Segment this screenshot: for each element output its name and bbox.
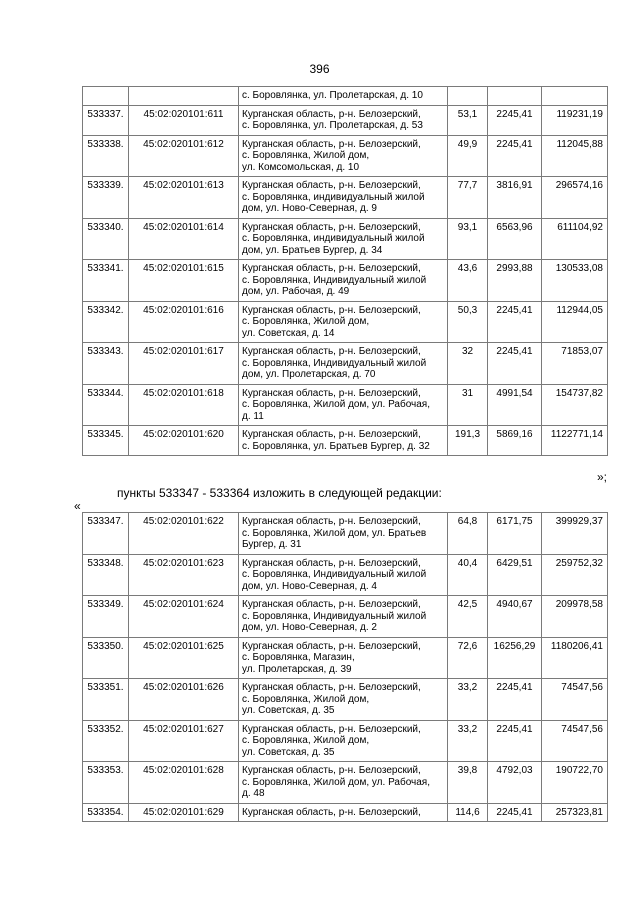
- property-table-1: [82, 86, 608, 456]
- cadastral-value-cell: 611104,92: [542, 218, 608, 260]
- item-number-cell: 533344.: [83, 384, 129, 426]
- area-cell: 40,4: [448, 554, 488, 596]
- cadastral-value-cell: 74547,56: [542, 679, 608, 721]
- area-cell: 39,8: [448, 762, 488, 804]
- address-line: с. Боровлянка, Жилой дом,: [242, 150, 370, 161]
- area-cell: 32: [448, 343, 488, 385]
- cadastral-number-cell: [129, 87, 239, 106]
- area-cell: 49,9: [448, 135, 488, 177]
- unit-price-cell: [488, 87, 542, 106]
- table-row: [83, 343, 608, 385]
- address-cell: [239, 596, 448, 638]
- cadastral-value-cell: 74547,56: [542, 720, 608, 762]
- area-cell: 43,6: [448, 260, 488, 302]
- table-row: [83, 177, 608, 219]
- item-number-cell: 533350.: [83, 637, 129, 679]
- area-cell: 33,2: [448, 720, 488, 762]
- table-row: [83, 105, 608, 135]
- item-number-cell: 533347.: [83, 513, 129, 555]
- address-line: ул. Советская, д. 35: [242, 746, 335, 758]
- unit-price-cell: 2245,41: [488, 720, 542, 762]
- address-cell: [239, 679, 448, 721]
- opening-quote: «: [74, 499, 81, 513]
- address-cell: [239, 384, 448, 426]
- address-line: Курганская область, р-н. Белозерский,: [242, 429, 421, 440]
- unit-price-cell: 2245,41: [488, 301, 542, 343]
- item-number-cell: 533351.: [83, 679, 129, 721]
- cadastral-value-cell: 1180206,41: [542, 637, 608, 679]
- table-row: [83, 135, 608, 177]
- address-line: с. Боровлянка, Жилой дом, ул. Рабочая,: [242, 776, 430, 788]
- cadastral-number-cell: 45:02:020101:614: [129, 218, 239, 260]
- unit-price-cell: 2245,41: [488, 343, 542, 385]
- address-cell: [239, 177, 448, 219]
- table-row: [83, 679, 608, 721]
- cadastral-number-cell: 45:02:020101:627: [129, 720, 239, 762]
- table-row: [83, 260, 608, 302]
- address-line: с. Боровлянка, индивидуальный жилой: [242, 191, 425, 203]
- unit-price-cell: 6171,75: [488, 513, 542, 555]
- cadastral-number-cell: 45:02:020101:617: [129, 343, 239, 385]
- item-number-cell: 533339.: [83, 177, 129, 219]
- item-number-cell: 533349.: [83, 596, 129, 638]
- unit-price-cell: 4940,67: [488, 596, 542, 638]
- item-number-cell: 533342.: [83, 301, 129, 343]
- cadastral-value-cell: 399929,37: [542, 513, 608, 555]
- table-row: [83, 637, 608, 679]
- item-number-cell: 533352.: [83, 720, 129, 762]
- area-cell: 77,7: [448, 177, 488, 219]
- address-cell: [239, 720, 448, 762]
- address-line: Курганская область, р-н. Белозерский,: [242, 723, 421, 735]
- area-cell: 53,1: [448, 105, 488, 135]
- address-line: с. Боровлянка, ул. Пролетарская, д. 53: [242, 120, 423, 131]
- table-row: [83, 803, 608, 822]
- cadastral-value-cell: 257323,81: [542, 803, 608, 822]
- item-number-cell: 533353.: [83, 762, 129, 804]
- unit-price-cell: 4792,03: [488, 762, 542, 804]
- address-cell: [239, 637, 448, 679]
- address-line: дом, ул. Ново-Северная, д. 9: [242, 203, 377, 214]
- area-cell: 72,6: [448, 637, 488, 679]
- address-line: с. Боровлянка, Индивидуальный жилой: [242, 274, 427, 286]
- address-line: Курганская область, р-н. Белозерский,: [242, 221, 421, 233]
- unit-price-cell: 5869,16: [488, 426, 542, 456]
- cadastral-value-cell: 296574,16: [542, 177, 608, 219]
- item-number-cell: [83, 87, 129, 106]
- address-line: с. Боровлянка, Жилой дом, ул. Рабочая,: [242, 399, 430, 410]
- table-row: [83, 426, 608, 456]
- cadastral-number-cell: 45:02:020101:612: [129, 135, 239, 177]
- address-line: Курганская область, р-н. Белозерский,: [242, 346, 421, 357]
- cadastral-number-cell: 45:02:020101:628: [129, 762, 239, 804]
- cadastral-value-cell: 71853,07: [542, 343, 608, 385]
- unit-price-cell: 2245,41: [488, 679, 542, 721]
- table-row: [83, 720, 608, 762]
- area-cell: 191,3: [448, 426, 488, 456]
- address-line: ул. Пролетарская, д. 39: [242, 663, 352, 675]
- address-line: Бургер, д. 31: [242, 539, 302, 550]
- address-line: Курганская область, р-н. Белозерский,: [242, 640, 421, 652]
- unit-price-cell: 16256,29: [488, 637, 542, 679]
- address-line: дом, ул. Ново-Северная, д. 2: [242, 622, 377, 633]
- address-cell: [239, 105, 448, 135]
- area-cell: 93,1: [448, 218, 488, 260]
- address-line: д. 11: [242, 410, 264, 422]
- address-line: Курганская область, р-н. Белозерский,: [242, 765, 421, 776]
- address-line: с. Боровлянка, Индивидуальный жилой: [242, 610, 427, 622]
- address-line: Курганская область, р-н. Белозерский,: [242, 108, 421, 120]
- area-cell: 114,6: [448, 803, 488, 822]
- item-number-cell: 533337.: [83, 105, 129, 135]
- page-number: 396: [309, 62, 330, 76]
- address-line: ул. Советская, д. 14: [242, 327, 335, 339]
- cadastral-value-cell: [542, 87, 608, 106]
- item-number-cell: 533338.: [83, 135, 129, 177]
- address-cell: [239, 301, 448, 343]
- item-number-cell: 533354.: [83, 803, 129, 822]
- table-row: [83, 554, 608, 596]
- cadastral-value-cell: 112944,05: [542, 301, 608, 343]
- item-number-cell: 533340.: [83, 218, 129, 260]
- address-line: ул. Комсомольская, д. 10: [242, 161, 360, 173]
- address-line: д. 48: [242, 788, 265, 799]
- unit-price-cell: 3816,91: [488, 177, 542, 219]
- item-number-cell: 533348.: [83, 554, 129, 596]
- address-line: Курганская область, р-н. Белозерский,: [242, 557, 421, 569]
- address-line: ул. Советская, д. 35: [242, 705, 335, 716]
- area-cell: 31: [448, 384, 488, 426]
- address-line: Курганская область, р-н. Белозерский,: [242, 806, 421, 818]
- item-number-cell: 533341.: [83, 260, 129, 302]
- area-cell: 64,8: [448, 513, 488, 555]
- address-cell: [239, 426, 448, 456]
- address-line: Курганская область, р-н. Белозерский,: [242, 599, 421, 610]
- address-line: с. Боровлянка, ул. Братьев Бургер, д. 32: [242, 440, 430, 452]
- address-cell: [239, 87, 448, 106]
- cadastral-value-cell: 154737,82: [542, 384, 608, 426]
- cadastral-number-cell: 45:02:020101:626: [129, 679, 239, 721]
- item-number-cell: 533345.: [83, 426, 129, 456]
- address-line: Курганская область, р-н. Белозерский,: [242, 263, 421, 274]
- address-line: с. Боровлянка, Жилой дом, ул. Братьев: [242, 527, 427, 539]
- cadastral-number-cell: 45:02:020101:623: [129, 554, 239, 596]
- table-row: [83, 513, 608, 555]
- address-line: Курганская область, р-н. Белозерский,: [242, 180, 421, 191]
- table-2-body: [83, 513, 608, 822]
- unit-price-cell: 2245,41: [488, 105, 542, 135]
- address-line: Курганская область, р-н. Белозерский,: [242, 516, 421, 527]
- address-cell: [239, 762, 448, 804]
- cadastral-number-cell: 45:02:020101:616: [129, 301, 239, 343]
- address-line: с. Боровлянка, Жилой дом,: [242, 735, 370, 746]
- address-line: с. Боровлянка, ул. Пролетарская, д. 10: [242, 90, 423, 101]
- cadastral-value-cell: 209978,58: [542, 596, 608, 638]
- area-cell: 50,3: [448, 301, 488, 343]
- unit-price-cell: 2993,88: [488, 260, 542, 302]
- address-cell: [239, 554, 448, 596]
- address-line: с. Боровлянка, индивидуальный жилой: [242, 233, 425, 244]
- address-line: Курганская область, р-н. Белозерский,: [242, 387, 421, 399]
- table-1-body: [83, 87, 608, 456]
- address-cell: [239, 343, 448, 385]
- address-line: с. Боровлянка, Магазин,: [242, 652, 355, 663]
- table-row: [83, 218, 608, 260]
- address-cell: [239, 135, 448, 177]
- address-cell: [239, 260, 448, 302]
- address-line: с. Боровлянка, Индивидуальный жилой: [242, 569, 427, 580]
- address-line: Курганская область, р-н. Белозерский,: [242, 304, 421, 316]
- address-line: с. Боровлянка, Жилой дом,: [242, 316, 370, 327]
- cadastral-number-cell: 45:02:020101:618: [129, 384, 239, 426]
- cadastral-number-cell: 45:02:020101:625: [129, 637, 239, 679]
- address-line: дом, ул. Братьев Бургер, д. 34: [242, 244, 383, 256]
- cadastral-value-cell: 259752,32: [542, 554, 608, 596]
- cadastral-number-cell: 45:02:020101:613: [129, 177, 239, 219]
- cadastral-value-cell: 112045,88: [542, 135, 608, 177]
- area-cell: 33,2: [448, 679, 488, 721]
- address-cell: [239, 513, 448, 555]
- address-line: Курганская область, р-н. Белозерский,: [242, 682, 421, 693]
- area-cell: [448, 87, 488, 106]
- unit-price-cell: 6563,96: [488, 218, 542, 260]
- property-table-2: [82, 512, 608, 822]
- cadastral-value-cell: 130533,08: [542, 260, 608, 302]
- address-line: с. Боровлянка, Жилой дом,: [242, 693, 370, 705]
- address-cell: [239, 803, 448, 822]
- closing-quote: »;: [597, 470, 608, 484]
- amendment-instruction: пункты 533347 - 533364 изложить в следующей редакции:: [117, 486, 442, 500]
- unit-price-cell: 6429,51: [488, 554, 542, 596]
- cadastral-number-cell: 45:02:020101:624: [129, 596, 239, 638]
- address-line: дом, ул. Пролетарская, д. 70: [242, 369, 376, 380]
- address-line: дом, ул. Ново-Северная, д. 4: [242, 580, 377, 592]
- unit-price-cell: 2245,41: [488, 135, 542, 177]
- cadastral-number-cell: 45:02:020101:622: [129, 513, 239, 555]
- cadastral-number-cell: 45:02:020101:611: [129, 105, 239, 135]
- address-line: дом, ул. Рабочая, д. 49: [242, 286, 350, 297]
- unit-price-cell: 4991,54: [488, 384, 542, 426]
- table-row: [83, 596, 608, 638]
- cadastral-value-cell: 190722,70: [542, 762, 608, 804]
- table-row: [83, 384, 608, 426]
- cadastral-number-cell: 45:02:020101:615: [129, 260, 239, 302]
- cadastral-value-cell: 119231,19: [542, 105, 608, 135]
- cadastral-number-cell: 45:02:020101:629: [129, 803, 239, 822]
- cadastral-value-cell: 1122771,14: [542, 426, 608, 456]
- table-row: [83, 87, 608, 106]
- address-line: с. Боровлянка, Индивидуальный жилой: [242, 357, 427, 369]
- address-line: Курганская область, р-н. Белозерский,: [242, 138, 421, 150]
- cadastral-number-cell: 45:02:020101:620: [129, 426, 239, 456]
- area-cell: 42,5: [448, 596, 488, 638]
- table-row: [83, 301, 608, 343]
- table-row: [83, 762, 608, 804]
- address-cell: [239, 218, 448, 260]
- unit-price-cell: 2245,41: [488, 803, 542, 822]
- item-number-cell: 533343.: [83, 343, 129, 385]
